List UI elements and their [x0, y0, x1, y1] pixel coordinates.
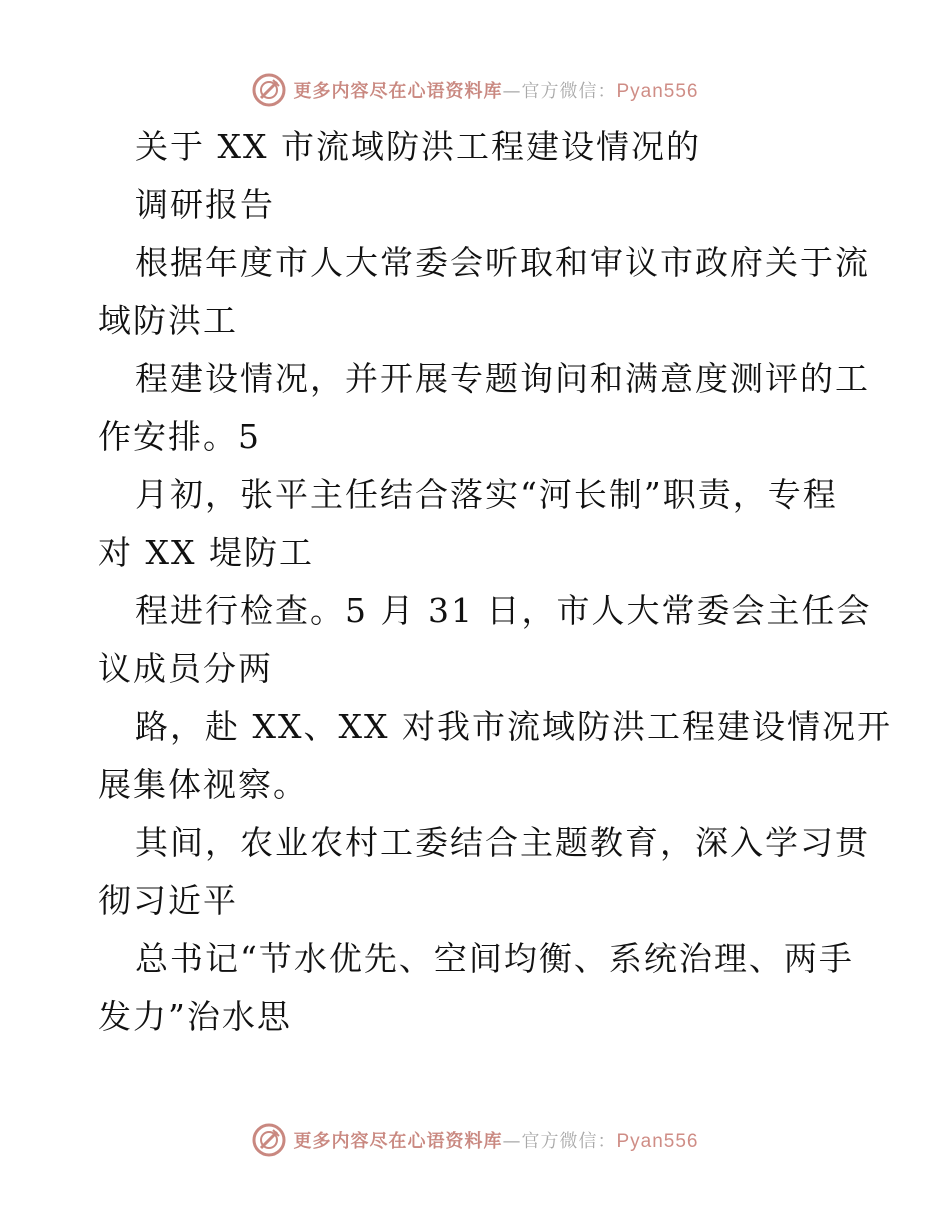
watermark-middle: 官方微信：	[521, 81, 617, 102]
watermark-middle: 官方微信：	[521, 1131, 617, 1152]
body-line: 作安排。5	[98, 417, 261, 456]
body-line: 彻习近平	[98, 881, 238, 920]
body-line: 对 XX 堤防工	[98, 533, 314, 572]
watermark-wechat-id: Pyan556	[616, 81, 699, 102]
document-body	[98, 118, 892, 1046]
body-line: 议成员分两	[98, 649, 273, 688]
body-line: 总书记“节水优先、空间均衡、系统治理、两手	[135, 939, 854, 978]
body-line: 程建设情况，并开展专题询问和满意度测评的工	[135, 359, 870, 398]
title-line-2: 调研报告	[135, 185, 275, 224]
body-line: 程进行检查。5 月 31 日，市人大常委会主任会	[135, 591, 872, 630]
seal-logo-icon	[251, 1122, 287, 1158]
header-watermark	[0, 70, 950, 110]
watermark-prefix: 更多内容尽在心语资料库	[293, 1131, 503, 1152]
watermark-prefix: 更多内容尽在心语资料库	[293, 81, 503, 102]
watermark-separator: —	[502, 1131, 522, 1152]
body-line: 其间，农业农村工委结合主题教育，深入学习贯	[135, 823, 870, 862]
body-line: 域防洪工	[98, 301, 238, 340]
body-line: 根据年度市人大常委会听取和审议市政府关于流	[135, 243, 870, 282]
body-line: 发力”治水思	[98, 997, 292, 1036]
title-line-1: 关于 XX 市流域防洪工程建设情况的	[135, 127, 701, 166]
watermark-separator: —	[502, 81, 522, 102]
footer-watermark	[0, 1120, 950, 1160]
body-line: 月初，张平主任结合落实“河长制”职责，专程	[135, 475, 838, 514]
seal-logo-icon	[251, 72, 287, 108]
body-line: 展集体视察。	[98, 765, 308, 804]
body-line: 路，赴 XX、XX 对我市流域防洪工程建设情况开	[135, 707, 892, 746]
watermark-wechat-id: Pyan556	[616, 1131, 699, 1152]
